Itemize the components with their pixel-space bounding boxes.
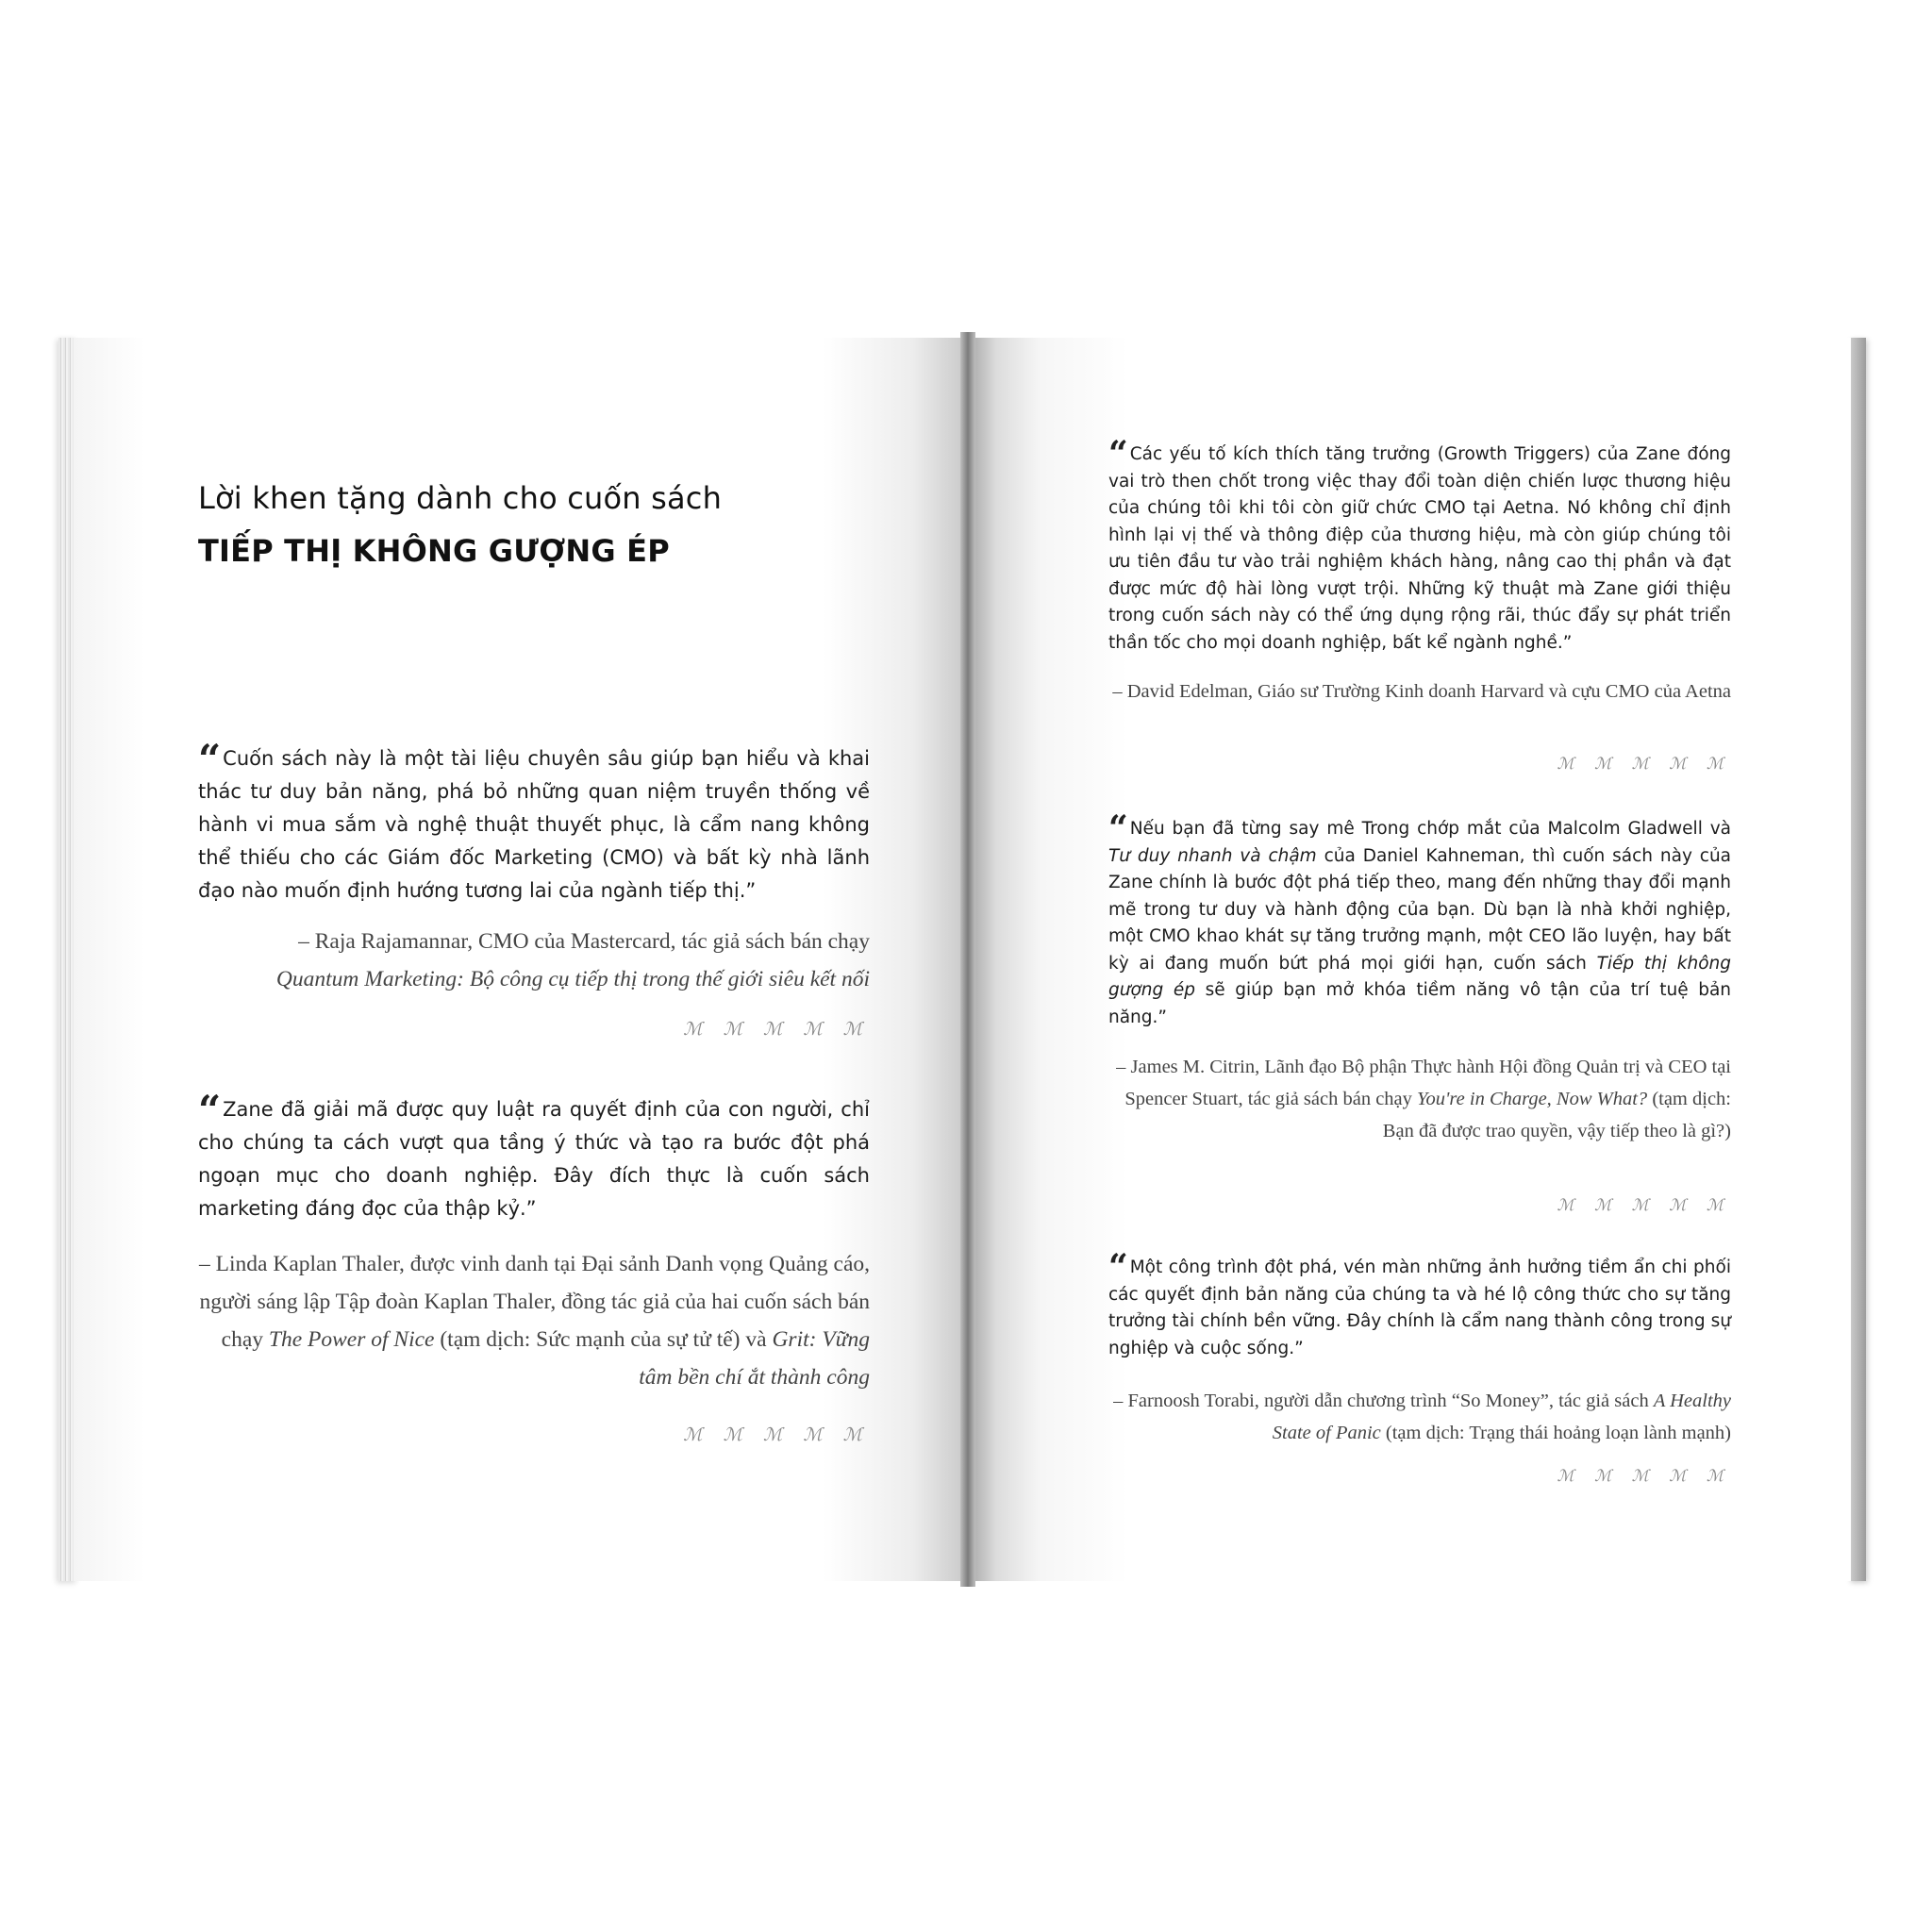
quote-linda-attribution: – Linda Kaplan Thaler, được vinh danh tại Đại sảnh Danh vọng Quảng cáo, người sáng lập Tập đoàn Kaplan Thaler, đồng tác giả của hai cuốn sách bán chạy The Power of Nice (tạm dịch: Sức mạnh của sự tử tế) và Grit: Vững tâm bền chí ắt thành công [199, 1252, 870, 1390]
quote-james-text: “ Nếu bạn đã từng say mê Trong chớp mắt của Malcolm Gladwell và Tư duy nhanh và chậm của Daniel Kahneman, thì cuốn sách này của Zane chính là bước đột phá tiếp theo, mang đến những thay đổi mạnh mẽ trong tư duy và hành động của bạn. Dù bạn là nhà khởi nghiệp, một CMO khao khát sự tăng trưởng mạnh, một CEO lão luyện, hay bất kỳ ai đang muốn bứt phá mọi giới hạn, cuốn sách Tiếp thị không gượng ép sẽ giúp bạn mở khóa tiềm năng vô tận của trí tuệ bản năng.” [1108, 808, 1732, 1027]
quote-david-text: “ Các yếu tố kích thích tăng trưởng (Growth Triggers) của Zane đóng vai trò then chốt trong việc thay đổi toàn diện chiến lược thương hiệu của chúng tôi khi tôi còn giữ chức CMO tại Aetna. Nó không chỉ định hình lại vị thế và thông điệp của thương hiệu, mà còn giúp chúng tôi ưu tiên đầu tư vào trải nghiệm khách hàng, nâng cao thị phần và đạt được mức độ hài lòng vượt trội. Những kỹ thuật mà Zane giới thiệu trong cuốn sách này có thể ứng dụng rộng rãi, thúc đẩy sự phát triển thần tốc cho mọi doanh nghiệp, bất kể ngành nghề.” [1108, 434, 1731, 653]
ornament-divider-icon: ℳ ℳ ℳ ℳ ℳ [1557, 1467, 1731, 1486]
ornament-divider-icon: ℳ ℳ ℳ ℳ ℳ [1557, 1196, 1731, 1215]
book-spine-gutter [960, 332, 975, 1587]
quote-mark-icon: “ [1108, 808, 1128, 848]
quote-linda-text: “Zane đã giải mã được quy luật ra quyết định của con người, chỉ cho chúng ta cách vượt qua tầng ý thức và tạo ra bước đột phá ngoạn mục cho doanh nghiệp. Đây đích thực là cuốn sách marketing đáng đọc của thập kỷ.” [198, 1087, 870, 1220]
quote-raja-text: “Cuốn sách này là một tài liệu chuyên sâu giúp bạn hiểu và khai thác tư duy bản năng, phá bỏ những quan niệm truyền thống về hành vi mua sắm và nghệ thuật thuyết phục, là cẩm nang không thể thiếu cho các Giám đốc Marketing (CMO) và bất kỳ nhà lãnh đạo nào muốn định hướng tương lai của ngành tiếp thị.” [198, 736, 870, 902]
quote-james-attribution: – James M. Citrin, Lãnh đạo Bộ phận Thực hành Hội đồng Quản trị và CEO tại Spencer Stuart, tác giả sách bán chạy You're in Charge, Now What? (tạm dịch: Bạn đã được trao quyền, vậy tiếp theo là gì?) [1116, 1057, 1731, 1141]
ornament-divider-icon: ℳ ℳ ℳ ℳ ℳ [1557, 755, 1731, 774]
quote-mark-icon: “ [1108, 1247, 1128, 1287]
heading-book-title: TIẾP THỊ KHÔNG GƯỢNG ÉP [198, 533, 670, 569]
quote-mark-icon: “ [198, 1087, 222, 1133]
heading-line-1: Lời khen tặng dành cho cuốn sách [198, 480, 723, 516]
quote-mark-icon: “ [1108, 434, 1128, 474]
page-heading [198, 472, 915, 577]
quote-farnoosh-text: “ Một công trình đột phá, vén màn những ảnh hưởng tiềm ẩn chi phối các quyết định bản năng của chúng ta và hé lộ công thức cho sự tăng trưởng tài chính bền vững. Đây chính là cẩm nang thành công trong sự nghiệp và cuộc sống.” [1108, 1247, 1731, 1358]
quote-raja-attribution: – Raja Rajamannar, CMO của Mastercard, tác giả sách bán chạy Quantum Marketing: Bộ công cụ tiếp thị trong thế giới siêu kết nối [275, 929, 870, 991]
quote-david-attribution: – David Edelman, Giáo sư Trường Kinh doanh Harvard và cựu CMO của Aetna [1112, 681, 1731, 702]
ornament-divider-icon: ℳ ℳ ℳ ℳ ℳ [683, 1019, 870, 1040]
right-page-edges [1849, 338, 1866, 1581]
quote-mark-icon: “ [198, 736, 222, 782]
ornament-divider-icon: ℳ ℳ ℳ ℳ ℳ [683, 1424, 870, 1445]
quote-farnoosh-attribution: – Farnoosh Torabi, người dẫn chương trình “So Money”, tác giả sách A Healthy State of Panic (tạm dịch: Trạng thái hoảng loạn lành mạnh) [1113, 1391, 1731, 1443]
